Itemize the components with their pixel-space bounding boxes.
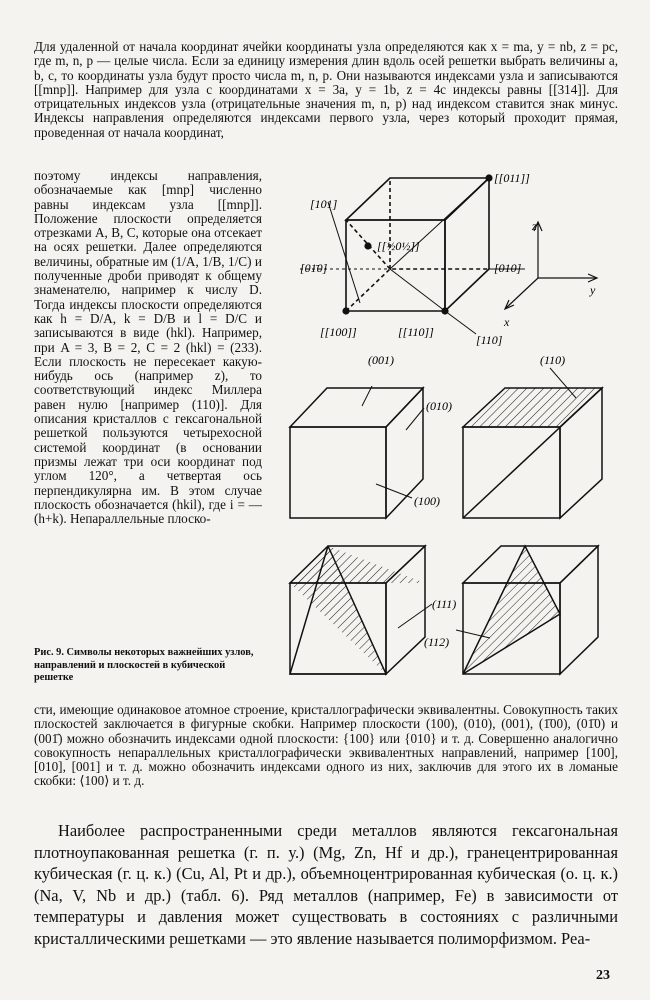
label-dir-110: [110] — [476, 333, 503, 347]
cube-plane-110 — [463, 368, 602, 518]
cube-front-face — [346, 220, 445, 311]
direction-101-leader — [328, 202, 360, 303]
direction-011-line — [390, 178, 489, 269]
cube-plane-111 — [290, 546, 432, 674]
intro-paragraph: Для удаленной от начала координат ячейки координаты узла определяются как x = ma, y = nb, z = pc, где m, n, p — целые числа. Если за единицу измерения длин вдоль осей решетки выбрать величины a, b, c, то координаты узла будут просто числа m, n, p. Они называются индексами узла и записываются [[mnp]]. Например для узла с координатами x = 3a, y = 1b, z = 4c индексы равны [[314]]. Для отрицательных индексов узла (отрицательные значения m, n, p) над индексом ставится знак минус. Индексы направления определяются индексами первого узла, через который проходит прямая, проведенная от начала координат, — [34, 39, 618, 140]
label-node-100: [[100]] — [320, 325, 357, 339]
figure-caption: Рис. 9. Символы некоторых важнейших узлов, направлений и плоскостей в кубической решетке — [34, 647, 254, 684]
continuation-paragraph: сти, имеющие одинаковое атомное строение, кристаллографически эквивалентны. Совокупность таких плоскостей заключается в фигурные скобки. Например плоскости (100), (010), (001), (1̄00), (01̄0) и (001̄) можно обозначить индексами одной плоскости: {100} или {010} и т. д. Совершенно аналогично совокупность непараллельных кристаллографически эквивалентных направлений, например [100], [010], [001] и т. д. можно обозначить индексами одного из них, заключив для этого их в ломаные скобки: ⟨100⟩ и т. д. — [34, 702, 618, 789]
figure-9-cubic-lattice — [280, 168, 620, 688]
cube2-top-face — [290, 388, 423, 427]
label-axis-x: x — [504, 315, 510, 329]
label-dir-010: [010] — [494, 261, 522, 275]
label-plane-010: (010) — [426, 399, 452, 413]
label-plane-112: (112) — [424, 635, 450, 649]
leader-010 — [406, 408, 424, 430]
direction-110-line — [390, 269, 445, 311]
label-axis-z: z — [532, 219, 537, 233]
plane-112-hatch — [463, 546, 560, 674]
direction-110-arrow — [445, 311, 476, 334]
cube4-right-face — [386, 546, 425, 674]
leader-001 — [362, 386, 372, 406]
cube-plane-112 — [456, 546, 598, 674]
node-110-dot — [441, 307, 448, 314]
label-node-011: [[011]] — [494, 171, 530, 185]
wrapped-paragraph: поэтому индексы направления, обозначаемые как [mnp] численно равны индексам узла [[mnp]]. Положение плоскости определяется отрезками A, B, C, которые она отсекает на осях решетки. Далее определяются величины, обратные им (1/A, 1/B, 1/C) и полученные дроби приводят к общему знаменателю, например к числу D. Тогда индексы плоскости определяются как h = D/A, k = D/B и l = D/C и записываются в виде (hkl). Например, при A = 3, B = 2, C = 2 (hkl) = (233). Если плоскость не пересекает какую-нибудь ось (например z), то соответствующий индекс Миллера равен нулю [например (110)]. Для описания кристаллов с гексагональной решеткой пользуются четырехосной системой координат (в основании призмы лежат три оси координат под углом 120°, а четвертая ось перпендикулярна им. В этом случае плоскость обозначается (hkil), где i = —(h+k). Непараллельные плоско- — [34, 168, 262, 527]
label-axis-y: y — [590, 283, 596, 297]
page-number: 23 — [596, 968, 610, 983]
label-node-110: [[110]] — [398, 325, 434, 339]
label-plane-110: (110) — [540, 353, 566, 367]
node-011-dot — [485, 174, 492, 181]
axis-x-line — [506, 278, 538, 308]
node-100-dot — [342, 307, 349, 314]
label-dir-101: [101] — [310, 197, 338, 211]
label-plane-001: (001) — [368, 353, 394, 367]
node-half-dot — [364, 242, 371, 249]
label-dir-010-neg: [01̄0] — [300, 261, 328, 275]
leader-100 — [376, 484, 412, 498]
label-plane-100: (100) — [414, 494, 440, 508]
cube5-right-face — [560, 546, 598, 674]
main-paragraph: Наиболее распространенными среди металлов являются гексагональная плотноупакованная решетка (г. п. у.) (Mg, Zn, Hf и др.), гранецентрированная кубическая (г. ц. к.) (Cu, Al, Pt и др.), объемноцентрированная кубическая (о. ц. к.) (Na, V, Nb и др.) (табл. 6). Ряд металлов (например, Fe) в зависимости от температуры и давления может существовать в состояниях с различными кристаллическими решетками — это явление называется полиморфизмом. Реа- — [34, 821, 618, 948]
label-plane-111: (111) — [432, 597, 457, 611]
leader-111 — [398, 604, 432, 628]
cube2-front-face — [290, 427, 386, 518]
label-node-half: [[½0½]] — [377, 239, 420, 253]
cube-planes-001-010-100 — [290, 386, 424, 518]
